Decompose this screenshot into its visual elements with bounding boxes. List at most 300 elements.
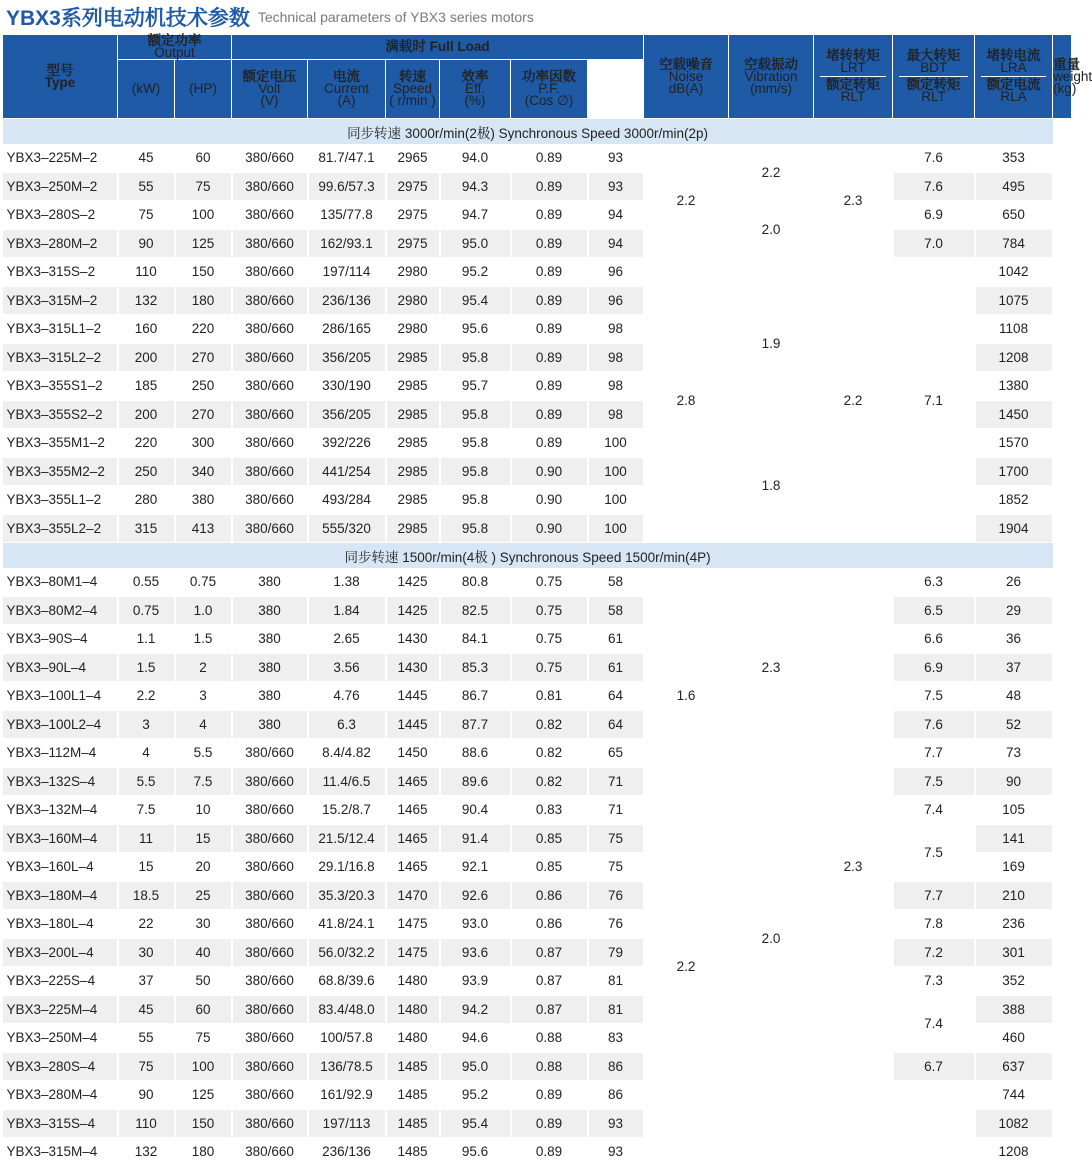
cell-current: 392/226 (308, 429, 386, 458)
cell-weight: 650 (975, 201, 1053, 230)
cell-bdt: 2.2 (814, 258, 893, 543)
cell-lra: 7.1 (893, 258, 975, 543)
cell-current: 99.6/57.3 (308, 172, 386, 201)
cell-noise: 86 (588, 1081, 644, 1110)
title-english: Technical parameters of YBX3 series motors (257, 9, 534, 25)
table-row (3, 144, 1072, 172)
cell-hp: 150 (175, 1109, 232, 1138)
cell-volt: 380/660 (232, 400, 308, 429)
cell-current: 162/93.1 (308, 229, 386, 258)
header-full-load: 满载时 Full Load (232, 35, 644, 60)
cell-lrt: 1.9 (729, 258, 814, 429)
cell-kw: 22 (118, 910, 175, 939)
cell-speed: 1485 (386, 1109, 440, 1138)
cell-volt: 380/660 (232, 1109, 308, 1138)
cell-eff: 95.7 (440, 372, 511, 401)
cell-volt: 380 (232, 710, 308, 739)
cell-speed: 2985 (386, 457, 440, 486)
cell-model: YBX3–355M2–2 (3, 457, 118, 486)
cell-volt: 380/660 (232, 457, 308, 486)
cell-weight: 744 (975, 1081, 1053, 1110)
cell-weight: 1852 (975, 486, 1053, 515)
cell-hp: 5.5 (175, 739, 232, 768)
cell-current: 136/78.5 (308, 1052, 386, 1081)
cell-eff: 91.4 (440, 824, 511, 853)
cell-weight: 26 (975, 568, 1053, 596)
cell-model: YBX3–225S–4 (3, 967, 118, 996)
cell-weight: 37 (975, 653, 1053, 682)
cell-eff: 95.4 (440, 1109, 511, 1138)
cell-pf: 0.86 (511, 881, 588, 910)
cell-speed: 1430 (386, 625, 440, 654)
cell-lra: 7.8 (893, 910, 975, 939)
cell-speed: 2975 (386, 172, 440, 201)
cell-current: 236/136 (308, 1138, 386, 1167)
cell-bdt: 2.3 (814, 568, 893, 1166)
cell-volt: 380/660 (232, 201, 308, 230)
cell-kw: 1.5 (118, 653, 175, 682)
section-rows-0 (3, 144, 1072, 543)
cell-speed: 2985 (386, 429, 440, 458)
cell-current: 35.3/20.3 (308, 881, 386, 910)
cell-noise: 93 (588, 144, 644, 172)
section-1 (3, 543, 1072, 569)
cell-pf: 0.83 (511, 796, 588, 825)
cell-current: 100/57.8 (308, 1024, 386, 1053)
cell-pf: 0.89 (511, 429, 588, 458)
cell-noise: 75 (588, 824, 644, 853)
cell-kw: 55 (118, 172, 175, 201)
cell-speed: 2985 (386, 400, 440, 429)
cell-hp: 1.5 (175, 625, 232, 654)
cell-eff: 94.2 (440, 995, 511, 1024)
cell-lrt: 2.3 (729, 568, 814, 767)
cell-lra: 7.5 (893, 767, 975, 796)
cell-eff: 95.8 (440, 486, 511, 515)
cell-kw: 45 (118, 995, 175, 1024)
table-row (3, 767, 1072, 796)
cell-model: YBX3–100L1–4 (3, 682, 118, 711)
cell-noise: 71 (588, 796, 644, 825)
table-row (3, 596, 1072, 625)
cell-weight: 29 (975, 596, 1053, 625)
cell-noise: 93 (588, 1138, 644, 1167)
table-row (3, 172, 1072, 201)
cell-weight: 637 (975, 1052, 1053, 1081)
cell-hp: 20 (175, 853, 232, 882)
cell-model: YBX3–355S2–2 (3, 400, 118, 429)
cell-eff: 84.1 (440, 625, 511, 654)
cell-model: YBX3–160M–4 (3, 824, 118, 853)
cell-model: YBX3–200L–4 (3, 938, 118, 967)
cell-volt: 380/660 (232, 144, 308, 172)
cell-hp: 75 (175, 172, 232, 201)
cell-pf: 0.89 (511, 258, 588, 287)
cell-volt: 380/660 (232, 372, 308, 401)
cell-volt: 380/660 (232, 910, 308, 939)
cell-kw: 200 (118, 343, 175, 372)
cell-speed: 1475 (386, 938, 440, 967)
cell-current: 356/205 (308, 400, 386, 429)
cell-hp: 25 (175, 881, 232, 910)
cell-eff: 95.2 (440, 258, 511, 287)
cell-eff: 93.6 (440, 938, 511, 967)
cell-speed: 2980 (386, 286, 440, 315)
cell-model: YBX3–80M2–4 (3, 596, 118, 625)
cell-weight: 784 (975, 229, 1053, 258)
cell-pf: 0.85 (511, 824, 588, 853)
cell-noise: 86 (588, 1052, 644, 1081)
table-row (3, 710, 1072, 739)
cell-volt: 380/660 (232, 343, 308, 372)
cell-volt: 380/660 (232, 824, 308, 853)
section-header: 同步转速 3000r/min(2极) Synchronous Speed 3000r/min(2p) (3, 119, 1053, 145)
cell-eff: 85.3 (440, 653, 511, 682)
cell-eff: 93.0 (440, 910, 511, 939)
cell-weight: 1082 (975, 1109, 1053, 1138)
cell-volt: 380/660 (232, 229, 308, 258)
cell-hp: 300 (175, 429, 232, 458)
cell-hp: 250 (175, 372, 232, 401)
cell-model: YBX3–132M–4 (3, 796, 118, 825)
cell-lra: 6.9 (893, 653, 975, 682)
table-row (3, 1052, 1072, 1081)
cell-speed: 1425 (386, 568, 440, 596)
cell-volt: 380/660 (232, 739, 308, 768)
header-noise: 空载噪音 Noise dB(A) (644, 35, 729, 119)
cell-hp: 0.75 (175, 568, 232, 596)
cell-kw: 45 (118, 144, 175, 172)
cell-speed: 1470 (386, 881, 440, 910)
cell-model: YBX3–355S1–2 (3, 372, 118, 401)
cell-eff: 95.8 (440, 457, 511, 486)
cell-eff: 93.9 (440, 967, 511, 996)
cell-current: 6.3 (308, 710, 386, 739)
cell-weight: 1700 (975, 457, 1053, 486)
cell-volt: 380/660 (232, 967, 308, 996)
cell-noise: 58 (588, 596, 644, 625)
cell-eff: 87.7 (440, 710, 511, 739)
cell-noise: 96 (588, 286, 644, 315)
cell-noise: 100 (588, 514, 644, 543)
cell-pf: 0.85 (511, 853, 588, 882)
cell-pf: 0.89 (511, 372, 588, 401)
cell-eff: 95.0 (440, 229, 511, 258)
header-current: 电流 Current (A) (308, 60, 386, 119)
cell-pf: 0.81 (511, 682, 588, 711)
cell-model: YBX3–100L2–4 (3, 710, 118, 739)
cell-current: 81.7/47.1 (308, 144, 386, 172)
cell-volt: 380/660 (232, 486, 308, 515)
cell-lra: 7.6 (893, 172, 975, 201)
cell-lra: 7.0 (893, 229, 975, 258)
cell-hp: 7.5 (175, 767, 232, 796)
cell-current: 1.38 (308, 568, 386, 596)
cell-kw: 55 (118, 1024, 175, 1053)
cell-speed: 1475 (386, 910, 440, 939)
cell-volt: 380/660 (232, 853, 308, 882)
cell-current: 2.65 (308, 625, 386, 654)
cell-lrt: 2.0 (729, 767, 814, 1109)
cell-volt: 380 (232, 596, 308, 625)
cell-speed: 2980 (386, 315, 440, 344)
cell-kw: 110 (118, 258, 175, 287)
cell-current: 356/205 (308, 343, 386, 372)
cell-current: 197/113 (308, 1109, 386, 1138)
cell-lra: 6.9 (893, 201, 975, 230)
cell-volt: 380/660 (232, 514, 308, 543)
cell-noise: 98 (588, 343, 644, 372)
cell-hp: 220 (175, 315, 232, 344)
cell-noise: 96 (588, 258, 644, 287)
cell-noise: 64 (588, 682, 644, 711)
cell-kw: 0.55 (118, 568, 175, 596)
cell-hp: 270 (175, 400, 232, 429)
cell-lra (893, 1081, 975, 1167)
cell-lra: 7.7 (893, 881, 975, 910)
cell-current: 56.0/32.2 (308, 938, 386, 967)
cell-lra: 7.6 (893, 710, 975, 739)
cell-pf: 0.87 (511, 938, 588, 967)
cell-speed: 2975 (386, 201, 440, 230)
cell-current: 8.4/4.82 (308, 739, 386, 768)
table-row (3, 938, 1072, 967)
cell-kw: 90 (118, 229, 175, 258)
cell-speed: 1480 (386, 1024, 440, 1053)
cell-volt: 380/660 (232, 258, 308, 287)
cell-noise: 58 (588, 568, 644, 596)
cell-noise: 81 (588, 995, 644, 1024)
cell-current: 41.8/24.1 (308, 910, 386, 939)
cell-lra: 7.5 (893, 682, 975, 711)
cell-lrt: 1.8 (729, 429, 814, 543)
cell-noise: 98 (588, 400, 644, 429)
cell-noise: 79 (588, 938, 644, 967)
cell-model: YBX3–132S–4 (3, 767, 118, 796)
cell-current: 83.4/48.0 (308, 995, 386, 1024)
header-vibration: 空载振动 Vibration (mm/s) (729, 35, 814, 119)
parameters-table (2, 33, 1092, 1167)
cell-vibration: 2.8 (644, 258, 729, 543)
cell-lra: 7.4 (893, 995, 975, 1052)
table-row (3, 258, 1072, 287)
cell-pf: 0.88 (511, 1024, 588, 1053)
cell-eff: 94.6 (440, 1024, 511, 1053)
cell-current: 555/320 (308, 514, 386, 543)
cell-model: YBX3–112M–4 (3, 739, 118, 768)
cell-hp: 100 (175, 201, 232, 230)
title-chinese: YBX3系列电动机技术参数 (6, 7, 250, 30)
cell-eff: 92.1 (440, 853, 511, 882)
cell-speed: 1465 (386, 796, 440, 825)
cell-model: YBX3–160L–4 (3, 853, 118, 882)
cell-weight: 1570 (975, 429, 1053, 458)
cell-weight: 352 (975, 967, 1053, 996)
cell-pf: 0.82 (511, 739, 588, 768)
table-header (3, 33, 1092, 119)
cell-volt: 380 (232, 653, 308, 682)
cell-kw: 75 (118, 1052, 175, 1081)
cell-volt: 380/660 (232, 767, 308, 796)
section-rows-1 (3, 568, 1072, 1166)
cell-weight: 1042 (975, 258, 1053, 287)
page-title (0, 0, 1074, 34)
cell-weight: 1208 (975, 343, 1053, 372)
cell-noise: 100 (588, 429, 644, 458)
cell-model: YBX3–280S–4 (3, 1052, 118, 1081)
cell-pf: 0.89 (511, 229, 588, 258)
cell-kw: 2.2 (118, 682, 175, 711)
cell-pf: 0.89 (511, 1109, 588, 1138)
cell-model: YBX3–280S–2 (3, 201, 118, 230)
cell-weight: 90 (975, 767, 1053, 796)
cell-eff: 92.6 (440, 881, 511, 910)
cell-speed: 1480 (386, 995, 440, 1024)
cell-hp: 180 (175, 1138, 232, 1167)
table-row (3, 796, 1072, 825)
cell-hp: 2 (175, 653, 232, 682)
cell-volt: 380/660 (232, 429, 308, 458)
cell-eff: 95.8 (440, 514, 511, 543)
cell-speed: 1425 (386, 596, 440, 625)
cell-noise: 93 (588, 172, 644, 201)
cell-eff: 95.0 (440, 1052, 511, 1081)
header-hp: (HP) (175, 60, 232, 119)
cell-kw: 7.5 (118, 796, 175, 825)
cell-noise: 61 (588, 653, 644, 682)
cell-pf: 0.75 (511, 596, 588, 625)
cell-speed: 2975 (386, 229, 440, 258)
cell-eff: 86.7 (440, 682, 511, 711)
cell-weight: 1208 (975, 1138, 1053, 1167)
header-speed: 转速 Speed ( r/min ) (386, 60, 440, 119)
cell-pf: 0.90 (511, 457, 588, 486)
header-lrt: 堵转转矩 LRT 额定转矩 RLT (814, 35, 893, 119)
cell-weight: 1380 (975, 372, 1053, 401)
cell-lra: 7.4 (893, 796, 975, 825)
cell-pf: 0.90 (511, 514, 588, 543)
cell-volt: 380/660 (232, 995, 308, 1024)
cell-model: YBX3–315M–2 (3, 286, 118, 315)
cell-weight: 460 (975, 1024, 1053, 1053)
cell-pf: 0.89 (511, 343, 588, 372)
cell-noise: 100 (588, 457, 644, 486)
cell-eff: 80.8 (440, 568, 511, 596)
cell-hp: 125 (175, 1081, 232, 1110)
cell-weight: 36 (975, 625, 1053, 654)
cell-speed: 1445 (386, 682, 440, 711)
cell-model: YBX3–180M–4 (3, 881, 118, 910)
cell-weight: 210 (975, 881, 1053, 910)
cell-kw: 315 (118, 514, 175, 543)
section-header: 同步转速 1500r/min(4极 ) Synchronous Speed 1500r/min(4P) (3, 543, 1053, 569)
cell-current: 441/254 (308, 457, 386, 486)
cell-current: 21.5/12.4 (308, 824, 386, 853)
cell-model: YBX3–355L1–2 (3, 486, 118, 515)
cell-weight: 169 (975, 853, 1053, 882)
cell-kw: 132 (118, 286, 175, 315)
cell-kw: 185 (118, 372, 175, 401)
cell-volt: 380 (232, 568, 308, 596)
cell-volt: 380/660 (232, 881, 308, 910)
cell-eff: 90.4 (440, 796, 511, 825)
cell-volt: 380/660 (232, 172, 308, 201)
cell-hp: 340 (175, 457, 232, 486)
cell-kw: 37 (118, 967, 175, 996)
cell-pf: 0.89 (511, 1081, 588, 1110)
cell-kw: 110 (118, 1109, 175, 1138)
cell-hp: 30 (175, 910, 232, 939)
cell-hp: 150 (175, 258, 232, 287)
cell-speed: 2985 (386, 372, 440, 401)
cell-lra: 7.2 (893, 938, 975, 967)
cell-lra: 7.3 (893, 967, 975, 996)
cell-noise: 94 (588, 229, 644, 258)
cell-volt: 380/660 (232, 796, 308, 825)
cell-vibration (644, 1109, 729, 1166)
cell-current: 29.1/16.8 (308, 853, 386, 882)
cell-hp: 60 (175, 144, 232, 172)
cell-current: 68.8/39.6 (308, 967, 386, 996)
header-output: 额定功率 Output (118, 35, 232, 60)
cell-pf: 0.89 (511, 400, 588, 429)
cell-model: YBX3–90L–4 (3, 653, 118, 682)
cell-kw: 220 (118, 429, 175, 458)
cell-volt: 380 (232, 625, 308, 654)
cell-eff: 94.7 (440, 201, 511, 230)
cell-volt: 380 (232, 682, 308, 711)
cell-lra: 6.6 (893, 625, 975, 654)
section-0 (3, 119, 1072, 145)
table-row (3, 653, 1072, 682)
cell-current: 4.76 (308, 682, 386, 711)
cell-current: 1.84 (308, 596, 386, 625)
cell-lra: 7.5 (893, 824, 975, 881)
cell-kw: 90 (118, 1081, 175, 1110)
cell-noise: 98 (588, 315, 644, 344)
cell-current: 161/92.9 (308, 1081, 386, 1110)
cell-pf: 0.75 (511, 653, 588, 682)
cell-noise: 75 (588, 853, 644, 882)
cell-lrt: 2.2 (729, 144, 814, 201)
cell-current: 330/190 (308, 372, 386, 401)
cell-volt: 380/660 (232, 1081, 308, 1110)
table-row (3, 682, 1072, 711)
cell-noise: 64 (588, 710, 644, 739)
cell-speed: 1485 (386, 1081, 440, 1110)
cell-speed: 1485 (386, 1052, 440, 1081)
table-row (3, 995, 1072, 1024)
table-row (3, 229, 1072, 258)
cell-current: 286/165 (308, 315, 386, 344)
cell-eff: 95.6 (440, 315, 511, 344)
cell-volt: 380/660 (232, 286, 308, 315)
cell-weight: 1450 (975, 400, 1053, 429)
cell-volt: 380/660 (232, 1052, 308, 1081)
cell-pf: 0.87 (511, 995, 588, 1024)
cell-speed: 1450 (386, 739, 440, 768)
cell-eff: 95.8 (440, 400, 511, 429)
cell-hp: 180 (175, 286, 232, 315)
header-bdt: 最大转矩 BDT 额定转矩 RLT (893, 35, 975, 119)
cell-weight: 105 (975, 796, 1053, 825)
table-row (3, 967, 1072, 996)
cell-pf: 0.89 (511, 315, 588, 344)
cell-weight: 48 (975, 682, 1053, 711)
cell-speed: 1445 (386, 710, 440, 739)
table-row (3, 568, 1072, 596)
cell-eff: 94.3 (440, 172, 511, 201)
